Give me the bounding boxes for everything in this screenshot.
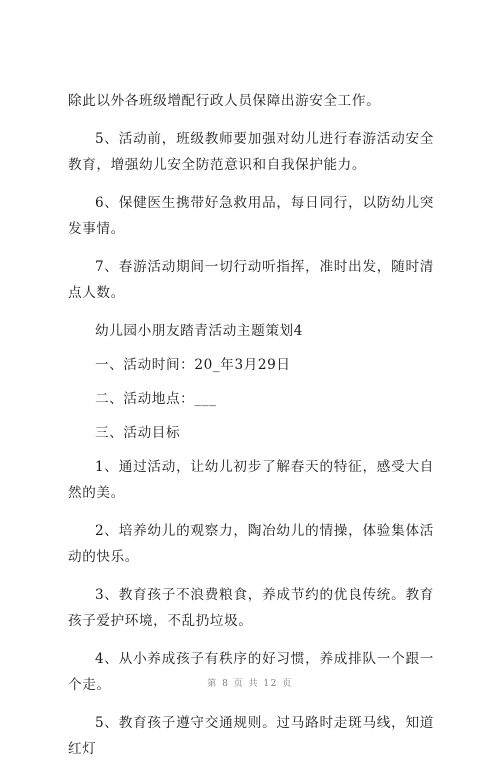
paragraph-continuation: 除此以外各班级增配行政人员保障出游安全工作。: [68, 93, 381, 109]
goal-item-3: 3、教育孩子不浪费粮食，养成节约的优良传统。教育孩子爱护环境，不乱扔垃圾。: [68, 587, 434, 629]
goal-item-4: 4、从小养成孩子有秩序的好习惯，养成排队一个跟一个走。: [68, 651, 434, 693]
document-body: [68, 88, 434, 774]
activity-time: 一、活动时间：20_年3月29日: [95, 357, 291, 373]
activity-goals-heading: 三、活动目标: [95, 425, 181, 441]
activity-location: 二、活动地点：___: [95, 391, 217, 407]
goal-item-2: 2、培养幼儿的观察力，陶冶幼儿的情操，体验集体活动的快乐。: [68, 523, 434, 565]
paragraph-item-5: 5、活动前，班级教师要加强对幼儿进行春游活动安全教育，增强幼儿安全防范意识和自我保护能力。: [68, 131, 434, 173]
goal-item-5: 5、教育孩子遵守交通规则。过马路时走斑马线，知道红灯: [68, 715, 434, 757]
goal-item-1: 1、通过活动，让幼儿初步了解春天的特征，感受大自然的美。: [68, 459, 434, 501]
section-heading: 幼儿园小朋友踏青活动主题策划4: [95, 323, 303, 339]
page-footer: 第 8 页 共 12 页: [207, 679, 293, 689]
paragraph-item-6: 6、保健医生携带好急救用品，每日同行，以防幼儿突发事情。: [68, 195, 434, 237]
paragraph-item-7: 7、春游活动期间一切行动听指挥，准时出发，随时清点人数。: [68, 259, 434, 301]
